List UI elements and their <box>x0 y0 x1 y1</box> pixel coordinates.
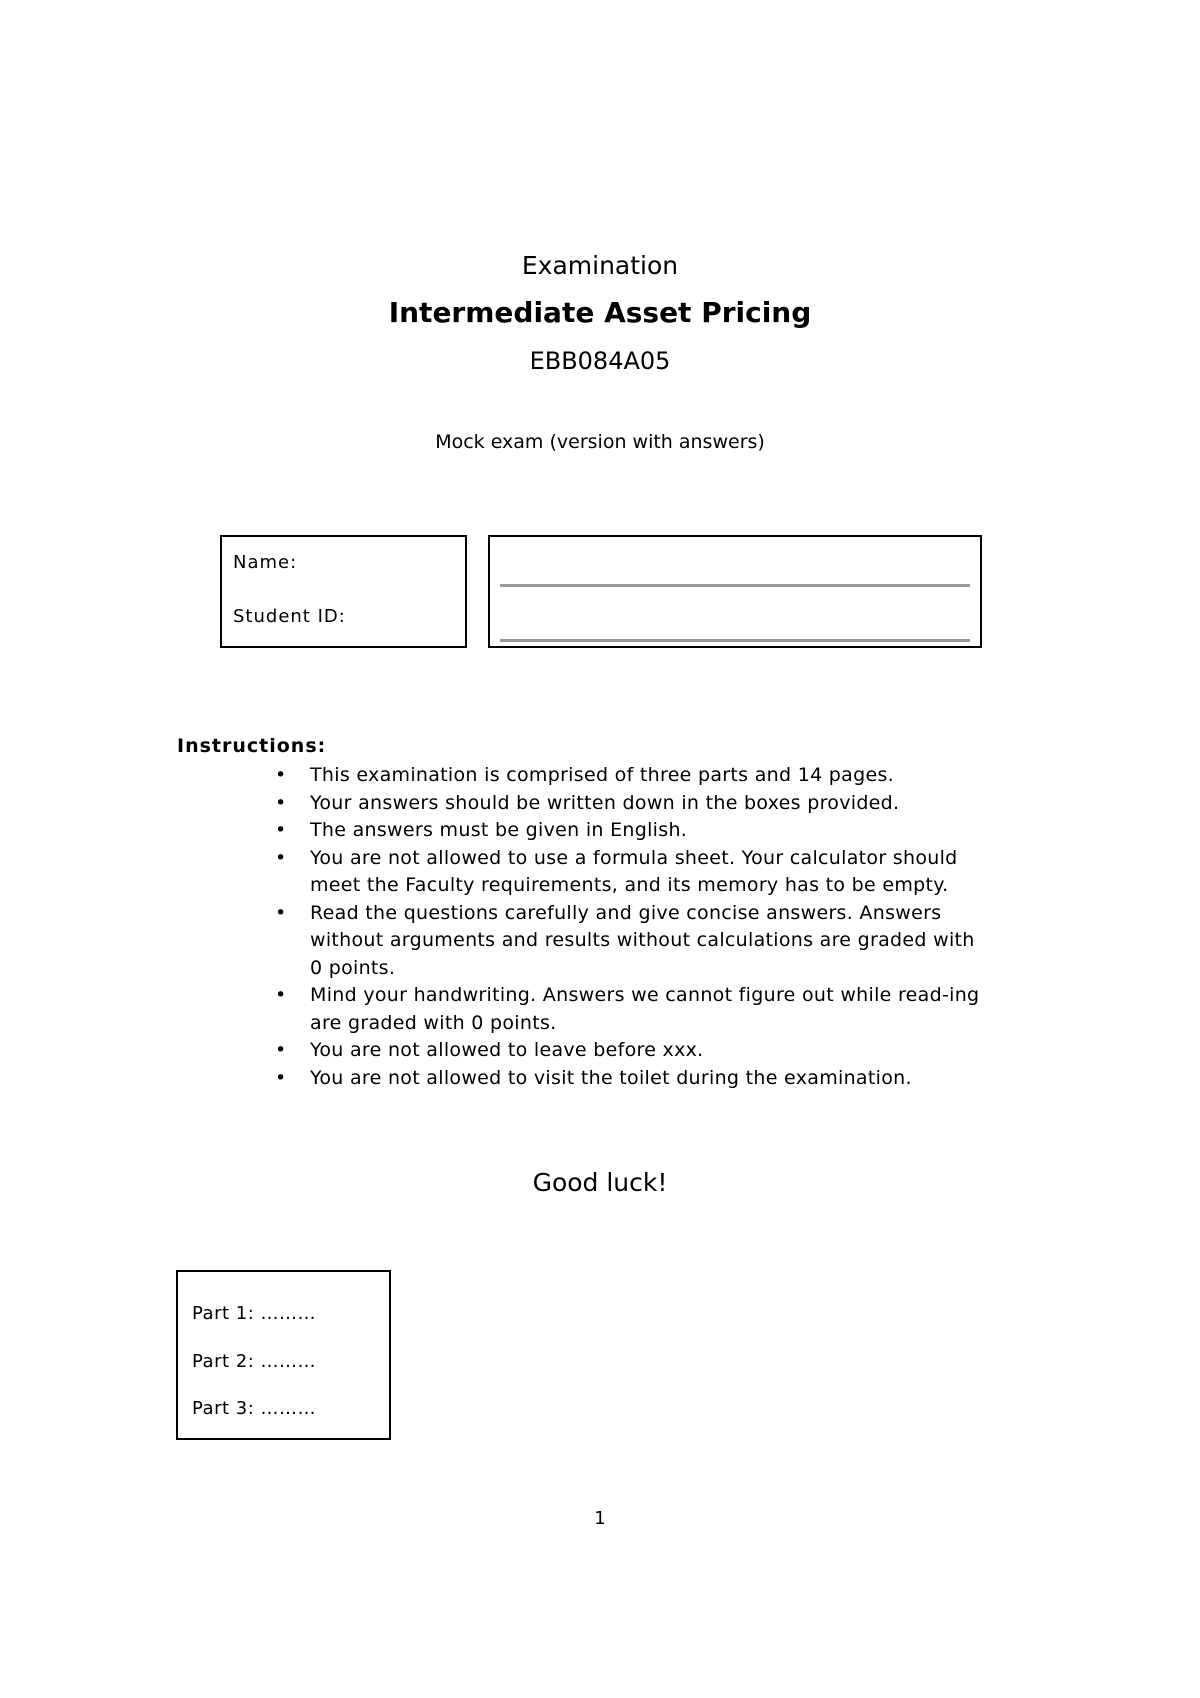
bullet-icon: • <box>275 764 287 786</box>
student-info-field-box <box>488 535 982 648</box>
good-luck-text: Good luck! <box>532 1168 668 1197</box>
student-id-field[interactable] <box>500 639 970 642</box>
list-item <box>270 790 990 818</box>
instruction-text: Your answers should be written down in the boxes provided. <box>310 791 900 814</box>
bullet-icon: • <box>275 791 287 814</box>
instruction-text: You are not allowed to leave before xxx. <box>310 1039 704 1061</box>
list-item <box>270 762 990 790</box>
instructions-heading: Instructions: <box>177 735 327 757</box>
bullet-icon: • <box>275 846 287 869</box>
instruction-text: You are not allowed to use a formula sheet. Your calculator should meet the Faculty requirements, and its memory has to be empty. <box>310 846 958 896</box>
list-item <box>270 900 990 983</box>
page-number: 1 <box>594 1508 606 1529</box>
bullet-icon: • <box>275 1066 287 1089</box>
course-title: Intermediate Asset Pricing <box>388 296 812 329</box>
list-item <box>270 1037 990 1065</box>
part-2-score: Part 2: ……… <box>192 1351 316 1372</box>
student-id-label: Student ID: <box>233 606 346 627</box>
name-field[interactable] <box>500 584 970 587</box>
list-item <box>270 982 990 1037</box>
instruction-text: Read the questions carefully and give concise answers. Answers without arguments and results without calculations are graded with 0 points. <box>310 901 975 979</box>
name-label: Name: <box>233 552 298 573</box>
instructions-list <box>270 762 990 1092</box>
bullet-icon: • <box>275 819 287 841</box>
student-info-label-box <box>220 535 467 648</box>
bullet-icon: • <box>275 901 287 924</box>
exam-subtitle: Mock exam (version with answers) <box>435 431 765 453</box>
instruction-text: Mind your handwriting. Answers we cannot figure out while read-ing are graded with 0 points. <box>310 984 980 1034</box>
list-item <box>270 817 990 845</box>
instruction-text: This examination is comprised of three parts and 14 pages. <box>310 764 895 786</box>
exam-label: Examination <box>521 251 679 280</box>
bullet-icon: • <box>275 1039 287 1061</box>
course-code: EBB084A05 <box>529 347 671 375</box>
part-1-score: Part 1: ……… <box>192 1303 316 1324</box>
part-3-score: Part 3: ……… <box>192 1398 316 1419</box>
instruction-text: The answers must be given in English. <box>310 819 688 841</box>
list-item <box>270 845 990 900</box>
score-box <box>176 1270 391 1440</box>
instruction-text: You are not allowed to visit the toilet during the examination. <box>310 1066 912 1089</box>
list-item <box>270 1065 990 1093</box>
bullet-icon: • <box>275 984 287 1006</box>
